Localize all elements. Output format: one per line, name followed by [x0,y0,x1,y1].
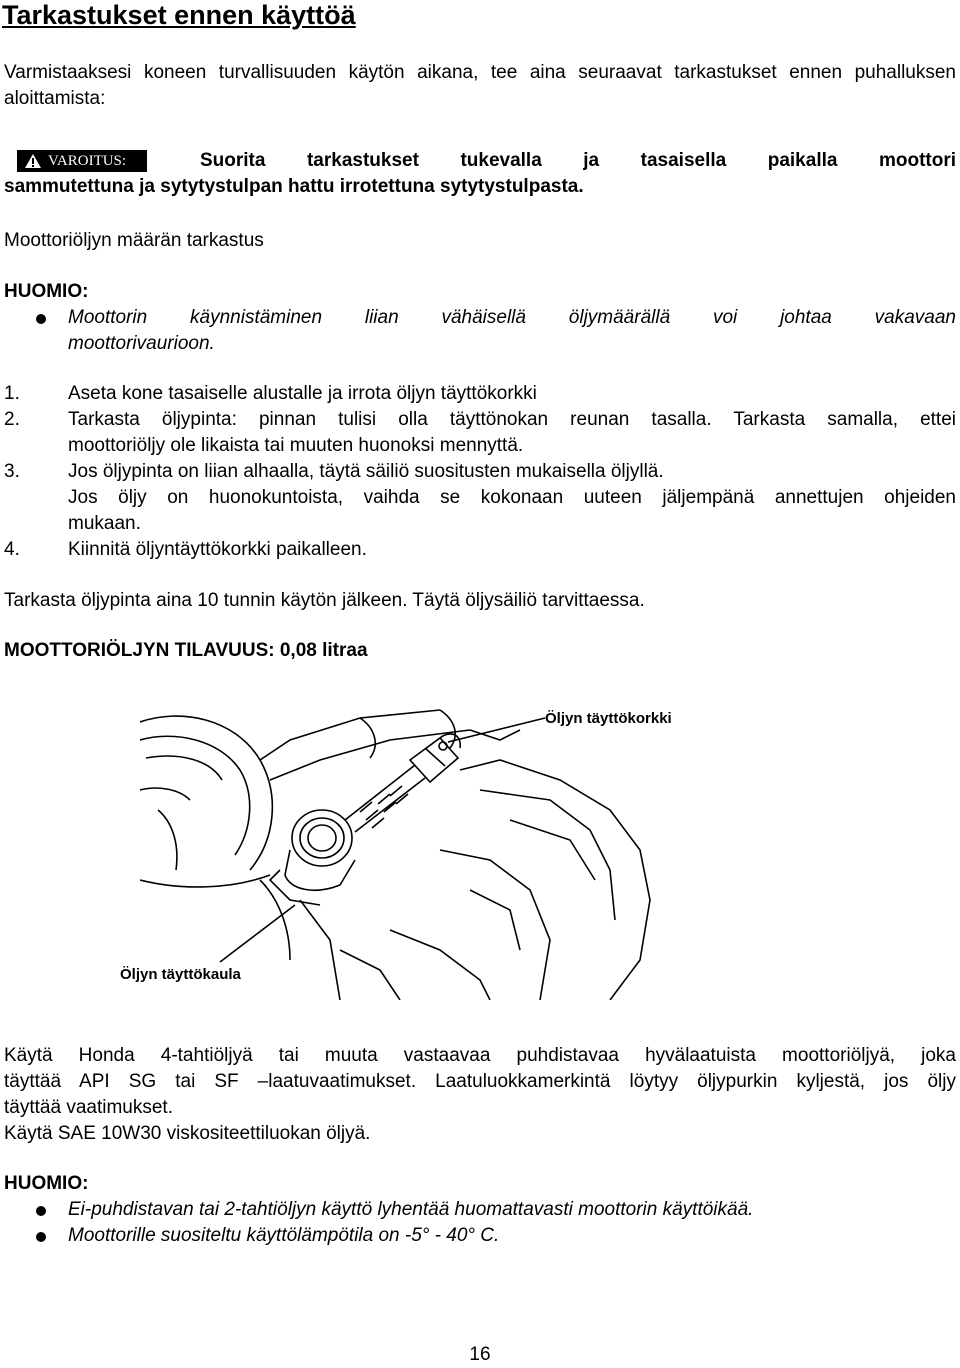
warning-badge [17,150,147,172]
notice-label: HUOMIO: [4,1173,89,1194]
oil-text-line3: täyttää vaatimukset. [4,1097,173,1118]
check-interval-text: Tarkasta öljypinta aina 10 tunnin käytön jälkeen. Täytä öljysäiliö tarvittaessa. [4,590,645,611]
notice-bullet-line1: Moottorin käynnistäminen liian vähäisellä öljymäärällä voi johtaa vakavaan [68,307,956,328]
notice-bullet: Moottorille suositeltu käyttölämpötila on -5° - 40° C. [68,1225,500,1246]
warning-text-line2: sammutettuna ja sytytystulpan hattu irrotettuna sytytystulpasta. [4,176,584,197]
oil-cap-label: Öljyn täyttökorkki [545,710,672,727]
bullet-dot [36,1232,46,1242]
notice-bullet: Ei-puhdistavan tai 2-tahtiöljyn käyttö lyhentää huomattavasti moottorin käyttöikää. [68,1199,754,1220]
bullet-dot [36,1206,46,1216]
step-text: Aseta kone tasaiselle alustalle ja irrota öljyn täyttökorkki [68,383,537,404]
page-number: 16 [469,1344,491,1365]
oil-text-line1: Käytä Honda 4-tahtiöljyä tai muuta vastaavaa puhdistavaa hyvälaatuista moottoriöljyä, joka [4,1045,956,1066]
oil-capacity: MOOTTORIÖLJYN TILAVUUS: 0,08 litraa [4,640,368,661]
step-text: mukaan. [68,513,141,534]
step-text: Kiinnitä öljyntäyttökorkki paikalleen. [68,539,367,560]
oil-text-line2: täyttää API SG tai SF –laatuvaatimukset. Laatuluokkamerkintä löytyy öljypurkin kyljestä, jos öljy [4,1071,956,1092]
step-text: moottoriöljy ole likaista tai muuten huonoksi mennyttä. [68,435,524,456]
bullet-dot [36,314,46,324]
engine-drawing [140,700,700,1000]
warning-badge-label: VAROITUS: [48,153,127,169]
warning-triangle-icon [24,153,42,169]
intro-text: Varmistaaksesi koneen turvallisuuden käytön aikana, tee aina seuraavat tarkastukset ennen puhalluksen aloittamista: [4,62,956,109]
step-number: 2. [4,409,20,430]
step-text: Tarkasta öljypinta: pinnan tulisi olla täyttönokan reunan tasalla. Tarkasta samalla, ettei [68,409,956,430]
oil-neck-label: Öljyn täyttökaula [120,966,241,983]
warning-text-line1: Suorita tarkastukset tukevalla ja tasaisella paikalla moottori [200,150,956,171]
step-text: Jos öljy on huonokuntoista, vaihda se kokonaan uuteen jäljempänä annettujen ohjeiden [68,487,956,508]
section-heading: Moottoriöljyn määrän tarkastus [4,230,264,251]
intro-paragraph [4,60,956,112]
step-number: 3. [4,461,20,482]
oil-fill-illustration [120,700,700,1000]
step-number: 4. [4,539,20,560]
step-number: 1. [4,383,20,404]
page-title: Tarkastukset ennen käyttöä [2,0,356,30]
notice-label: HUOMIO: [4,281,89,302]
step-text: Jos öljypinta on liian alhaalla, täytä säiliö suositusten mukaisella öljyllä. [68,461,664,482]
notice-bullet-line2: moottorivaurioon. [68,333,215,354]
oil-text-line4: Käytä SAE 10W30 viskositeettiluokan öljyä. [4,1123,371,1144]
